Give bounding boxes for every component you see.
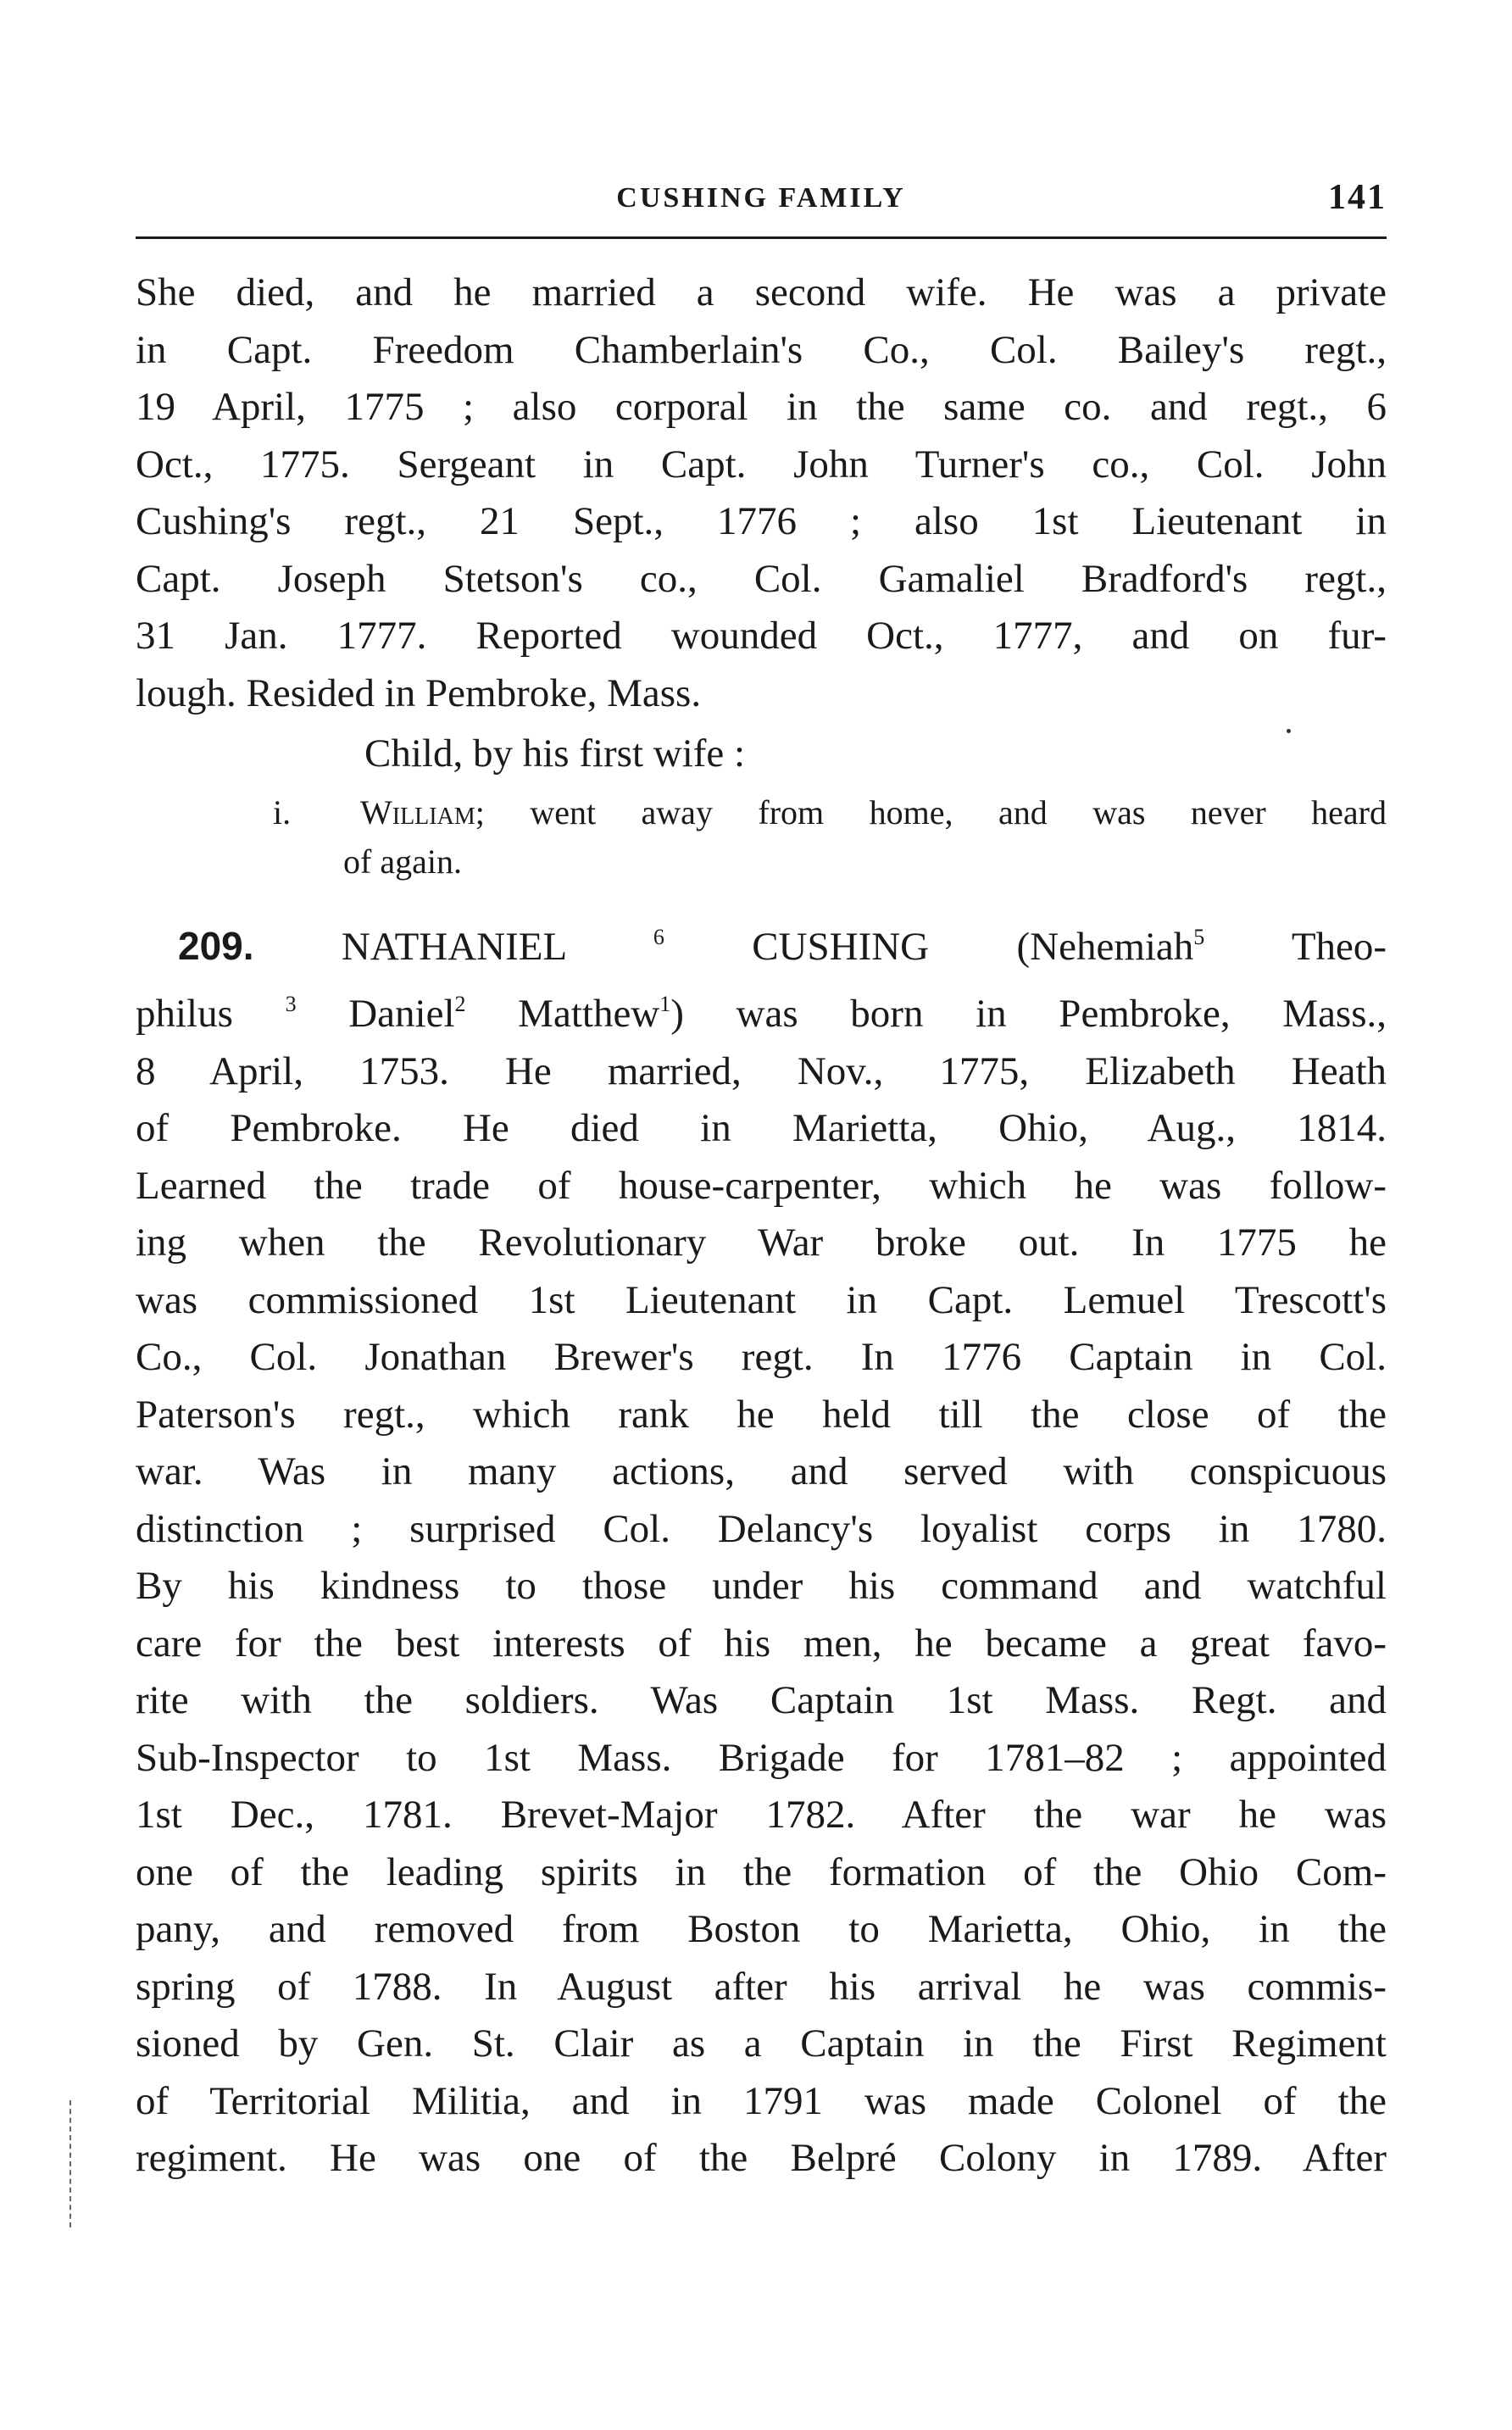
stray-dot: [1287, 729, 1291, 733]
text-line: Learned the trade of house-carpenter, which he was follow-: [136, 1163, 1387, 1208]
text-line: Paterson's regt., which rank he held till the close of the: [136, 1392, 1387, 1437]
lineage-superscript: 1: [659, 992, 671, 1016]
lineage-superscript: 5: [1193, 924, 1205, 949]
text-line: spring of 1788. In August after his arrival he was commis-: [136, 1964, 1387, 2009]
text-line: one of the leading spirits in the formation of the Ohio Com-: [136, 1849, 1387, 1894]
text-line: care for the best interests of his men, he became a great favo-: [136, 1621, 1387, 1665]
text-line: lough. Resided in Pembroke, Mass.: [136, 670, 702, 715]
lineage-name: Matthew: [518, 992, 660, 1036]
text-line: was commissioned 1st Lieutenant in Capt. Lemuel Trescott's: [136, 1277, 1387, 1322]
paragraph-continuation: [136, 264, 1387, 722]
entry-surname: CUSHING: [752, 924, 930, 969]
child-entry-line: of again.: [343, 842, 462, 881]
lineage-name: Daniel: [348, 992, 455, 1036]
text-line: 8 April, 1753. He married, Nov., 1775, Elizabeth Heath: [136, 1048, 1387, 1093]
child-numeral: i.: [273, 792, 292, 831]
text-line: war. Was in many actions, and served with conspicuous: [136, 1449, 1387, 1493]
book-page: [136, 174, 1387, 2188]
text-line: 19 April, 1775 ; also corporal in the same co. and regt., 6: [136, 385, 1387, 429]
lineage-name: Theo-: [1291, 924, 1387, 969]
page-number: 141: [1328, 178, 1387, 217]
text-line: ing when the Revolutionary War broke out. In 1775 he: [136, 1221, 1387, 1265]
child-entry-body: [343, 788, 1387, 887]
lineage-superscript: 3: [285, 992, 297, 1016]
entry-given-name: NATHANIEL: [341, 924, 566, 969]
generation-superscript: 6: [653, 924, 664, 949]
lineage-name: philus: [136, 992, 233, 1036]
text-line: 1st Dec., 1781. Brevet-Major 1782. After the war he was: [136, 1793, 1387, 1837]
text-line: Sub-Inspector to 1st Mass. Brigade for 1781–82 ; appointed: [136, 1735, 1387, 1780]
lineage-superscript: 2: [454, 992, 466, 1016]
text-line: Cushing's regt., 21 Sept., 1776 ; also 1st Lieutenant in: [136, 499, 1387, 543]
text-line: sioned by Gen. St. Clair as a Captain in the First Regiment: [136, 2021, 1387, 2066]
text-line: distinction ; surprised Col. Delancy's loyalist corps in 1780.: [136, 1506, 1387, 1551]
child-entry: [136, 788, 1387, 887]
text-line: in Capt. Freedom Chamberlain's Co., Col. Bailey's regt.,: [136, 327, 1387, 372]
text-line: pany, and removed from Boston to Marietta, Ohio, in the: [136, 1907, 1387, 1951]
header-rule: [136, 236, 1387, 239]
running-header: [136, 174, 1387, 225]
child-text: ; went away from home, and was never heard: [475, 792, 1387, 831]
genealogy-entry-209: [136, 909, 1387, 2188]
text-line: regiment. He was one of the Belpré Colony in 1789. After: [136, 2136, 1387, 2180]
text-line: Capt. Joseph Stetson's co., Col. Gamaliel Bradford's regt.,: [136, 556, 1387, 601]
entry-heading-line: [136, 909, 1387, 976]
entry-number: 209.: [178, 923, 254, 968]
lineage-close: ) was born in Pembroke, Mass.,: [670, 992, 1387, 1036]
text-line: of Territorial Militia, and in 1791 was made Colonel of the: [136, 2078, 1387, 2123]
child-name: William: [360, 792, 475, 831]
entry-lineage-line: [136, 976, 1387, 1043]
margin-mark: [69, 2100, 71, 2227]
children-heading: Child, by his first wife :: [364, 731, 746, 776]
text-line: of Pembroke. He died in Marietta, Ohio, Aug., 1814.: [136, 1106, 1387, 1150]
running-title: CUSHING FAMILY: [616, 182, 906, 214]
child-entry-line: [360, 788, 1387, 837]
text-line: rite with the soldiers. Was Captain 1st Mass. Regt. and: [136, 1678, 1387, 1722]
text-line: She died, and he married a second wife. He was a private: [136, 270, 1387, 314]
text-line: 31 Jan. 1777. Reported wounded Oct., 1777, and on fur-: [136, 614, 1387, 658]
lineage-open: (Nehemiah: [1016, 924, 1194, 969]
text-line: Co., Col. Jonathan Brewer's regt. In 1776 Captain in Col.: [136, 1335, 1387, 1379]
text-line: Oct., 1775. Sergeant in Capt. John Turner's co., Col. John: [136, 442, 1387, 487]
text-line: By his kindness to those under his command and watchful: [136, 1564, 1387, 1608]
